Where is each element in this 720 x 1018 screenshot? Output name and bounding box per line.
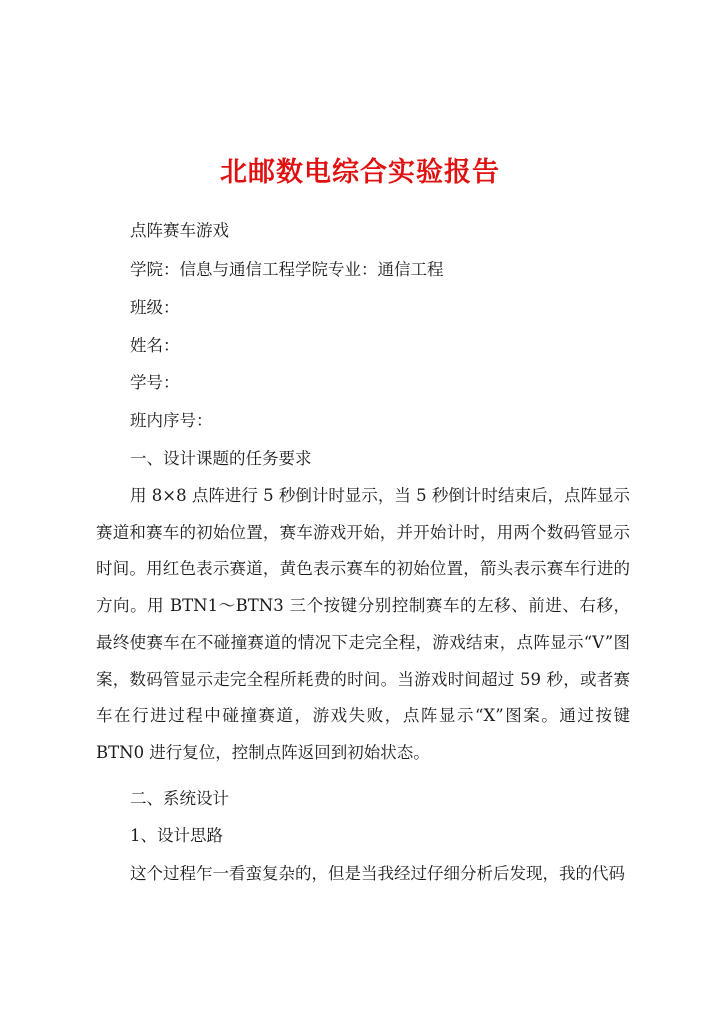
report-subtitle: 点阵赛车游戏 xyxy=(130,221,229,240)
subsection1-body-text: 这个过程乍一看蛮复杂的，但是当我经过仔细分析后发现，我的代码 xyxy=(130,864,625,883)
class-label: 班级： xyxy=(130,298,180,317)
section1-body-text: 用 8×8 点阵进行 5 秒倒计时显示，当 5 秒倒计时结束后，点阵显示赛道和赛车的初始位置，赛车游戏开始，并开始计时，用两个数码管显示时间。用红色表示赛道，黄色表示赛车的初始位置，箭头表示赛车行进的方向。用 BTN1～BTN3 三个按键分别控制赛车的左移、前进、右移，最终使赛车在不碰撞赛道的情况下走完全程，游戏结束，点阵显示“V”图案，数码管显示走完全程所耗费的时间。当游戏时间超过 59 秒，或者赛车在行进过程中碰撞赛道，游戏失败，点阵显示“X”图案。通过按键 BTN0 进行复位，控制点阵返回到初始状态。 xyxy=(96,486,630,762)
document-title: 北邮数电综合实验报告 xyxy=(220,157,500,188)
student-id-label: 学号： xyxy=(130,373,180,392)
section2-heading: 二、系统设计 xyxy=(130,789,229,808)
section1-heading: 一、设计课题的任务要求 xyxy=(130,449,312,468)
subsection1-heading: 1、设计思路 xyxy=(130,826,223,845)
name-label: 姓名： xyxy=(130,336,180,355)
college-major-line: 学院：信息与通信工程学院专业：通信工程 xyxy=(130,260,444,279)
seat-number-label: 班内序号： xyxy=(130,411,213,430)
section1-paragraph xyxy=(96,478,630,772)
